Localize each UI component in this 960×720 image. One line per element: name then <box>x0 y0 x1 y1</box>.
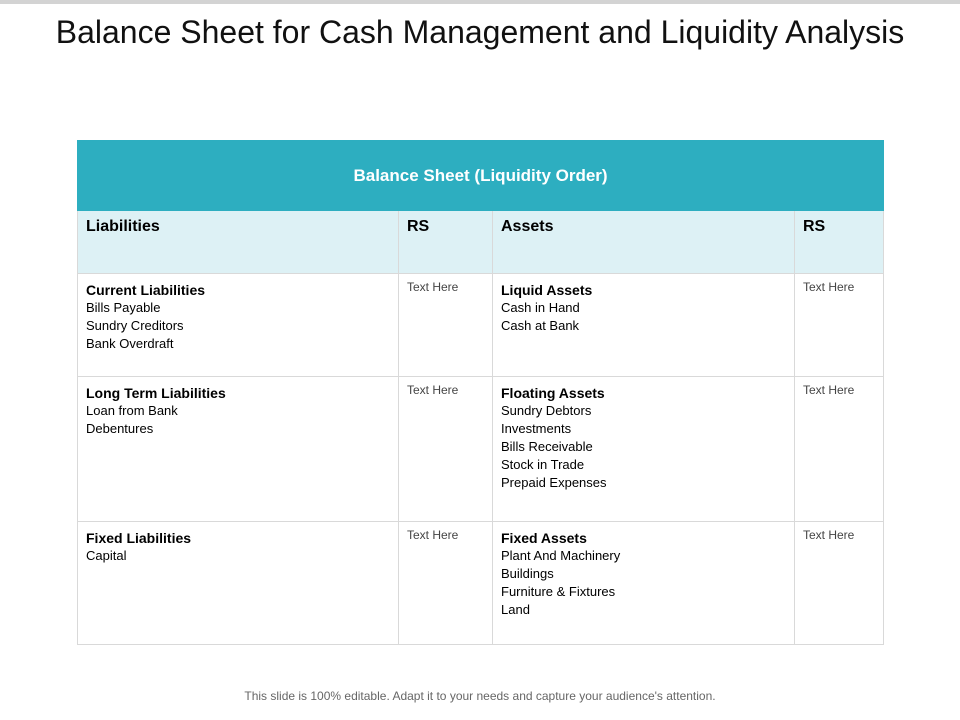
table-header-row <box>78 211 884 274</box>
rs-placeholder: Text Here <box>803 383 855 397</box>
asset-group-title: Floating Assets <box>501 385 605 401</box>
liability-group-title: Current Liabilities <box>86 282 206 298</box>
asset-item: Stock in Trade <box>501 457 585 472</box>
liability-item: Debentures <box>86 421 154 436</box>
asset-cell <box>493 522 795 645</box>
page-title: Balance Sheet for Cash Management and Liquidity Analysis <box>55 14 905 50</box>
asset-item: Land <box>501 602 530 617</box>
liability-rs-cell <box>399 522 493 645</box>
top-accent-bar <box>0 0 960 4</box>
asset-rs-cell <box>795 377 884 522</box>
liability-rs-cell <box>399 274 493 377</box>
liability-item: Bills Payable <box>86 300 161 315</box>
asset-item: Sundry Debtors <box>501 403 592 418</box>
header-liabilities-rs: RS <box>399 211 493 274</box>
asset-item: Investments <box>501 421 572 436</box>
asset-item: Plant And Machinery <box>501 548 621 563</box>
table-banner: Balance Sheet (Liquidity Order) <box>78 141 884 211</box>
asset-item: Buildings <box>501 566 554 581</box>
header-assets-rs: RS <box>795 211 884 274</box>
asset-item: Furniture & Fixtures <box>501 584 616 599</box>
liability-item: Sundry Creditors <box>86 318 184 333</box>
liability-item: Loan from Bank <box>86 403 178 418</box>
liability-rs-cell <box>399 377 493 522</box>
asset-item: Bills Receivable <box>501 439 593 454</box>
table-row <box>78 377 884 522</box>
table-row <box>78 274 884 377</box>
asset-cell <box>493 377 795 522</box>
liability-group-title: Long Term Liabilities <box>86 385 226 401</box>
rs-placeholder: Text Here <box>407 383 459 397</box>
footer-note: This slide is 100% editable. Adapt it to your needs and capture your audience's attention. <box>244 689 716 703</box>
header-liabilities: Liabilities <box>78 211 399 274</box>
liability-item: Capital <box>86 548 127 563</box>
header-assets: Assets <box>493 211 795 274</box>
rs-placeholder: Text Here <box>407 280 459 294</box>
asset-item: Cash in Hand <box>501 300 580 315</box>
table-row <box>78 522 884 645</box>
rs-placeholder: Text Here <box>803 528 855 542</box>
asset-item: Cash at Bank <box>501 318 580 333</box>
asset-rs-cell <box>795 274 884 377</box>
balance-sheet-table <box>77 140 884 645</box>
asset-group-title: Liquid Assets <box>501 282 593 298</box>
asset-cell <box>493 274 795 377</box>
liability-item: Bank Overdraft <box>86 336 174 351</box>
asset-rs-cell <box>795 522 884 645</box>
asset-item: Prepaid Expenses <box>501 475 607 490</box>
rs-placeholder: Text Here <box>407 528 459 542</box>
rs-placeholder: Text Here <box>803 280 855 294</box>
asset-group-title: Fixed Assets <box>501 530 587 546</box>
liability-cell <box>78 377 399 522</box>
liability-cell <box>78 522 399 645</box>
liability-group-title: Fixed Liabilities <box>86 530 192 546</box>
liability-cell <box>78 274 399 377</box>
